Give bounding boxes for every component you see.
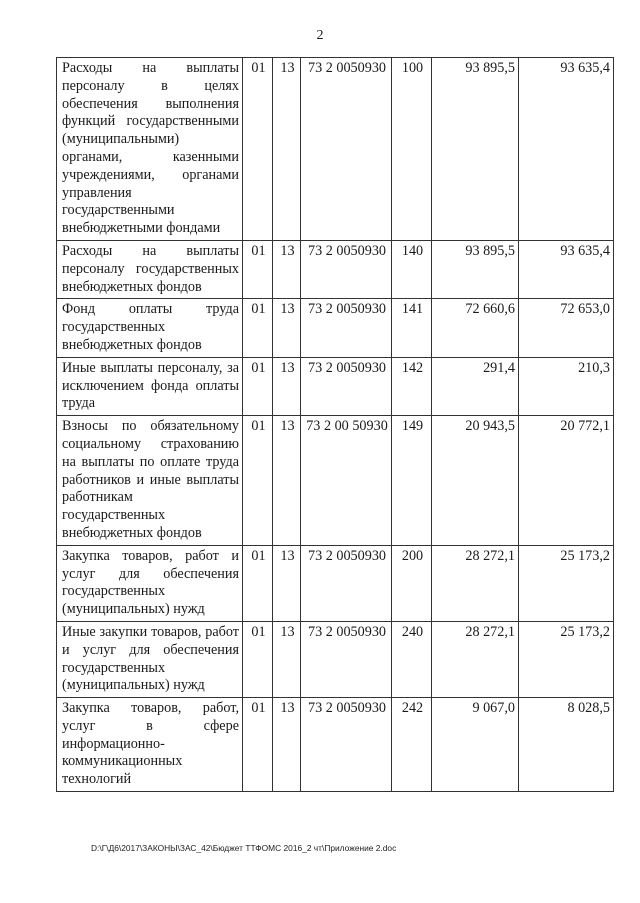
expense-type-code: 240: [392, 621, 432, 697]
table-row: [57, 698, 614, 792]
amount-first-column: 291,4: [432, 357, 519, 415]
section-code: 01: [243, 621, 273, 697]
section-code: 01: [243, 416, 273, 546]
expense-type-code: 142: [392, 357, 432, 415]
target-article-code: 73 2 0050930: [301, 58, 392, 241]
subsection-code: 13: [273, 58, 301, 241]
subsection-code: 13: [273, 357, 301, 415]
section-code: 01: [243, 545, 273, 621]
target-article-code: 73 2 0050930: [301, 240, 392, 298]
expense-type-code: 140: [392, 240, 432, 298]
amount-first-column: 28 272,1: [432, 545, 519, 621]
target-article-code: 73 2 00 50930: [301, 416, 392, 546]
section-code: 01: [243, 240, 273, 298]
expense-item-name: Иные выплаты персоналу, за исключением фонда оплаты труда: [57, 357, 243, 415]
expense-type-code: 100: [392, 58, 432, 241]
amount-second-column: 93 635,4: [519, 58, 614, 241]
expense-item-name: Расходы на выплаты персоналу государственных внебюджетных фондов: [57, 240, 243, 298]
section-code: 01: [243, 299, 273, 357]
expense-item-name: Закупка товаров, работ, услуг в сфере информационно-коммуникационных технологий: [57, 698, 243, 792]
table-row: [57, 357, 614, 415]
subsection-code: 13: [273, 240, 301, 298]
amount-second-column: 93 635,4: [519, 240, 614, 298]
section-code: 01: [243, 357, 273, 415]
target-article-code: 73 2 0050930: [301, 357, 392, 415]
amount-second-column: 20 772,1: [519, 416, 614, 546]
amount-first-column: 72 660,6: [432, 299, 519, 357]
section-code: 01: [243, 58, 273, 241]
amount-first-column: 9 067,0: [432, 698, 519, 792]
table-row: [57, 545, 614, 621]
subsection-code: 13: [273, 299, 301, 357]
amount-second-column: 8 028,5: [519, 698, 614, 792]
table-row: [57, 58, 614, 241]
subsection-code: 13: [273, 698, 301, 792]
amount-second-column: 25 173,2: [519, 545, 614, 621]
expense-item-name: Фонд оплаты труда государственных внебюджетных фондов: [57, 299, 243, 357]
amount-second-column: 72 653,0: [519, 299, 614, 357]
table-row: [57, 416, 614, 546]
footer-file-path: D:\Г\Д6\2017\ЗАКОНЫ\ЗАС_42\Бюджет ТТФОМС 2016_2 чт\Приложение 2.doc: [91, 843, 397, 853]
amount-first-column: 28 272,1: [432, 621, 519, 697]
budget-table: [56, 57, 614, 792]
expense-type-code: 200: [392, 545, 432, 621]
amount-first-column: 93 895,5: [432, 58, 519, 241]
amount-first-column: 20 943,5: [432, 416, 519, 546]
expense-type-code: 242: [392, 698, 432, 792]
table-row: [57, 240, 614, 298]
amount-first-column: 93 895,5: [432, 240, 519, 298]
target-article-code: 73 2 0050930: [301, 621, 392, 697]
expense-item-name: Расходы на выплаты персоналу в целях обеспечения выполнения функций государственными (муниципальными) органами, казенными учреждениями, органами управления государственными внебюджетными фондами: [57, 58, 243, 241]
target-article-code: 73 2 0050930: [301, 545, 392, 621]
expense-item-name: Закупка товаров, работ и услуг для обеспечения государственных (муниципальных) нужд: [57, 545, 243, 621]
target-article-code: 73 2 0050930: [301, 299, 392, 357]
section-code: 01: [243, 698, 273, 792]
expense-item-name: Взносы по обязательному социальному страхованию на выплаты по оплате труда работников и иные выплаты работникам государственных внебюджетных фондов: [57, 416, 243, 546]
budget-table-body: [57, 58, 614, 792]
subsection-code: 13: [273, 416, 301, 546]
amount-second-column: 210,3: [519, 357, 614, 415]
subsection-code: 13: [273, 621, 301, 697]
target-article-code: 73 2 0050930: [301, 698, 392, 792]
expense-type-code: 141: [392, 299, 432, 357]
table-row: [57, 299, 614, 357]
expense-item-name: Иные закупки товаров, работ и услуг для обеспечения государственных (муниципальных) нужд: [57, 621, 243, 697]
subsection-code: 13: [273, 545, 301, 621]
expense-type-code: 149: [392, 416, 432, 546]
amount-second-column: 25 173,2: [519, 621, 614, 697]
table-row: [57, 621, 614, 697]
page-number: 2: [316, 28, 324, 43]
